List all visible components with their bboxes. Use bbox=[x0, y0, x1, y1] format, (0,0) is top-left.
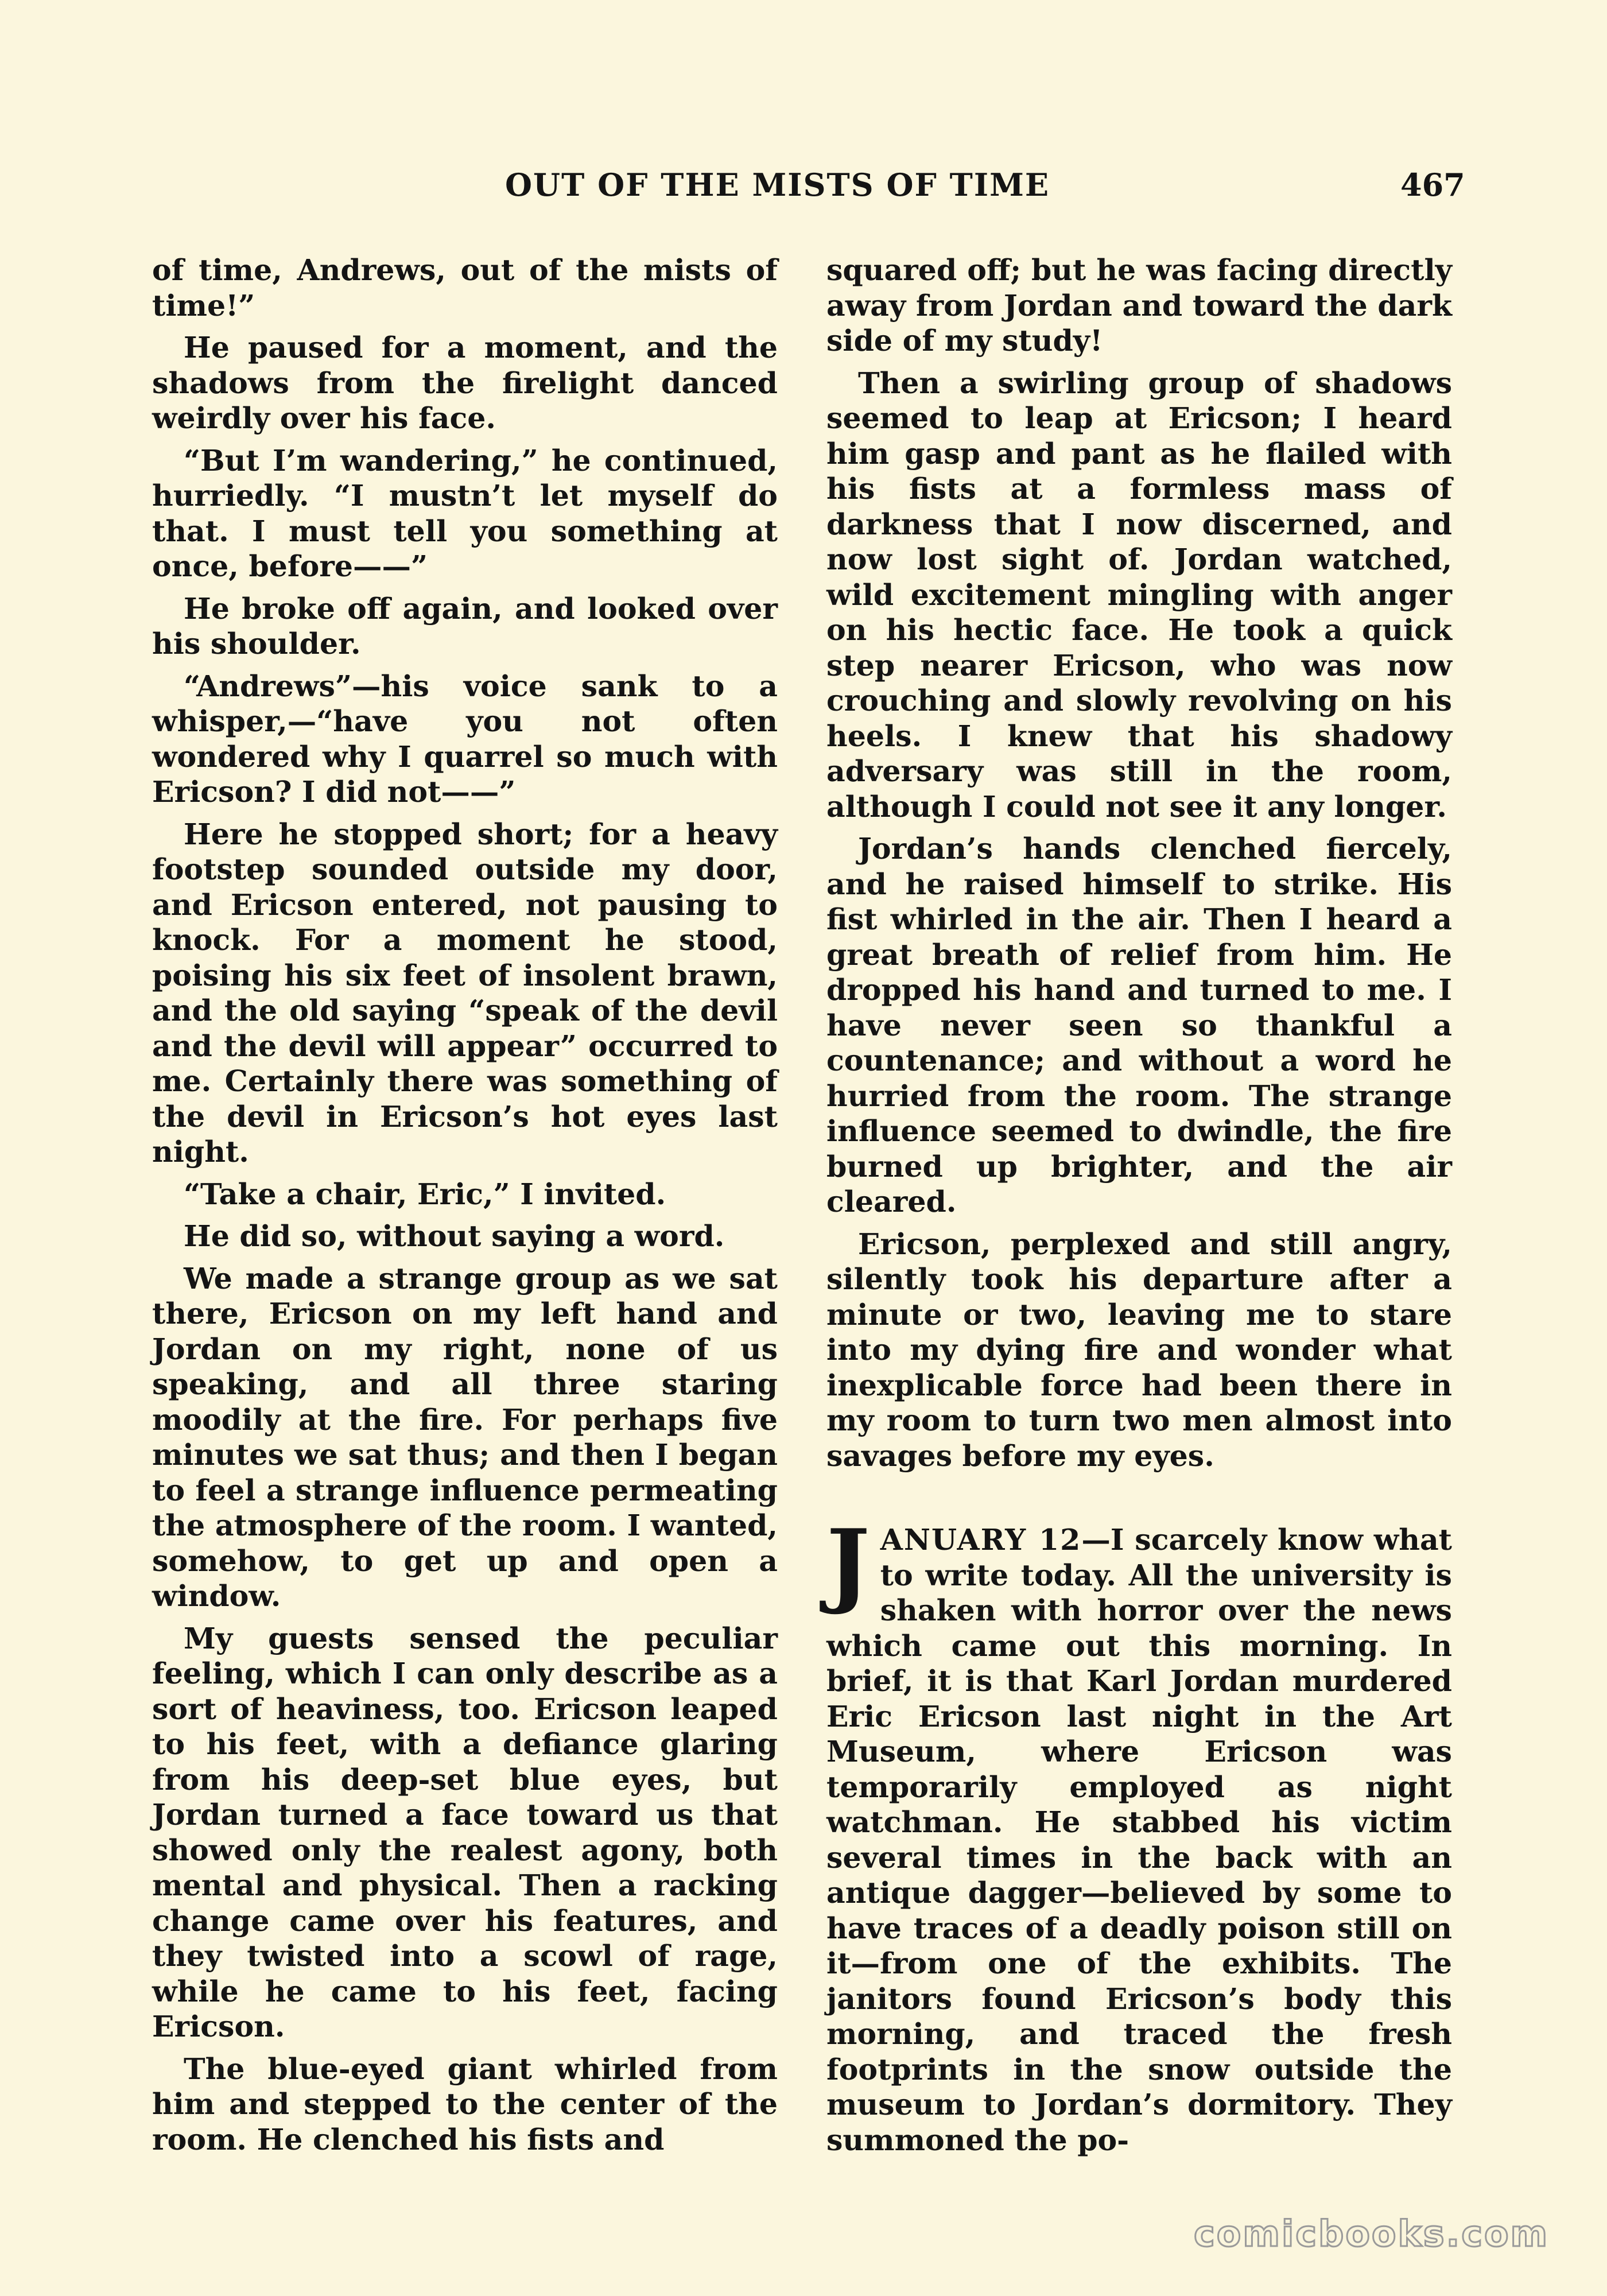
diary-entry bbox=[826, 1509, 1452, 2158]
paragraph: He did so, without saying a word. bbox=[184, 1219, 725, 1253]
paragraph: “Take a chair, Eric,” I invited. bbox=[184, 1177, 666, 1211]
entry-text: —I scarcely know what to write today. All the university is shaken with horror over the news which came out this morning. In brief, it is that Karl Jordan murdered Eric Ericson last night in the Art Museum, where Ericson was temporarily employed as night watchman. He stabbed his victim several times in the back with an antique dagger—believed by some to have traces of a deadly poison still on it—from one of the exhibits. The janitors found Ericson’s body this morning, and traced the fresh footprints in the snow outside the museum to Jordan’s dormitory. They summoned the po- bbox=[826, 1523, 1452, 2157]
paragraph: Jordan’s hands clenched fiercely, and he raised himself to strike. His fist whirled in the air. Then I heard a great breath of relief from him. He dropped his hand and turned to me. I have never seen so thankful a countenance; and without a word he hurried from the room. The strange influence seemed to dwindle, the fire burned up brighter, and the air cleared. bbox=[826, 832, 1452, 1219]
running-title: OUT OF THE MISTS OF TIME bbox=[505, 166, 1050, 203]
paragraph: Ericson, perplexed and still angry, silently took his departure after a minute or two, leaving me to stare into my dying fire and wonder what inexplicable force had been there in my room to turn two men almost into savages before my eyes. bbox=[826, 1227, 1452, 1473]
paragraph: He paused for a moment, and the shadows from the firelight danced weirdly over his face. bbox=[152, 331, 778, 435]
paragraph: “Andrews”—his voice sank to a whisper,—“have you not often wondered why I quarrel so much with Ericson? I did not——” bbox=[152, 669, 778, 809]
paragraph: My guests sensed the peculiar feeling, which I can only describe as a sort of heaviness, too. Ericson leaped to his feet, with a defiance glaring from his deep-set blue eyes, but Jordan turned a face toward us that showed only the realest agony, both mental and physical. Then a racking change came over his features, and they twisted into a scowl of rage, while he came to his feet, facing Ericson. bbox=[152, 1621, 778, 2043]
paragraph: We made a strange group as we sat there, Ericson on my left hand and Jordan on my right, none of us speaking, and all three staring moodily at the fire. For perhaps five minutes we sat thus; and then I began to feel a strange influence permeating the atmosphere of the room. I wanted, somehow, to get up and open a window. bbox=[152, 1261, 778, 1613]
drop-cap: J bbox=[826, 1509, 870, 1617]
right-column bbox=[826, 253, 1452, 2165]
left-column bbox=[152, 253, 778, 2164]
paragraph: He broke off again, and looked over his shoulder. bbox=[152, 591, 778, 661]
page-number: 467 bbox=[1400, 166, 1465, 203]
paragraph: The blue-eyed giant whirled from him and stepped to the center of the room. He clenched his fists and bbox=[152, 2051, 778, 2157]
paragraph: Here he stopped short; for a heavy footstep sounded outside my door, and Ericson entered, not pausing to knock. For a moment he stood, poising his six feet of insolent brawn, and the old saying “speak of the devil and the devil will appear” occurred to me. Certainly there was something of the devil in Ericson’s hot eyes last night. bbox=[152, 817, 778, 1169]
paragraph: squared off; but he was facing directly away from Jordan and toward the dark side of my study! bbox=[826, 253, 1452, 358]
paragraph: Then a swirling group of shadows seemed to leap at Ericson; I heard him gasp and pant as he flailed with his fists at a formless mass of darkness that I now discerned, and now lost sight of. Jordan watched, wild excitement mingling with anger on his hectic face. He took a quick step nearer Ericson, who was now crouching and slowly revolving on his heels. I knew that his shadowy adversary was still in the room, although I could not see it any longer. bbox=[826, 366, 1452, 824]
paragraph: of time, Andrews, out of the mists of time!” bbox=[152, 253, 778, 323]
paragraph: “But I’m wandering,” he continued, hurriedly. “I mustn’t let myself do that. I must tell you something at once, before——” bbox=[152, 443, 778, 583]
entry-date: ANUARY 12 bbox=[880, 1523, 1082, 1557]
site-watermark: comicbooks.com bbox=[1194, 2213, 1550, 2255]
